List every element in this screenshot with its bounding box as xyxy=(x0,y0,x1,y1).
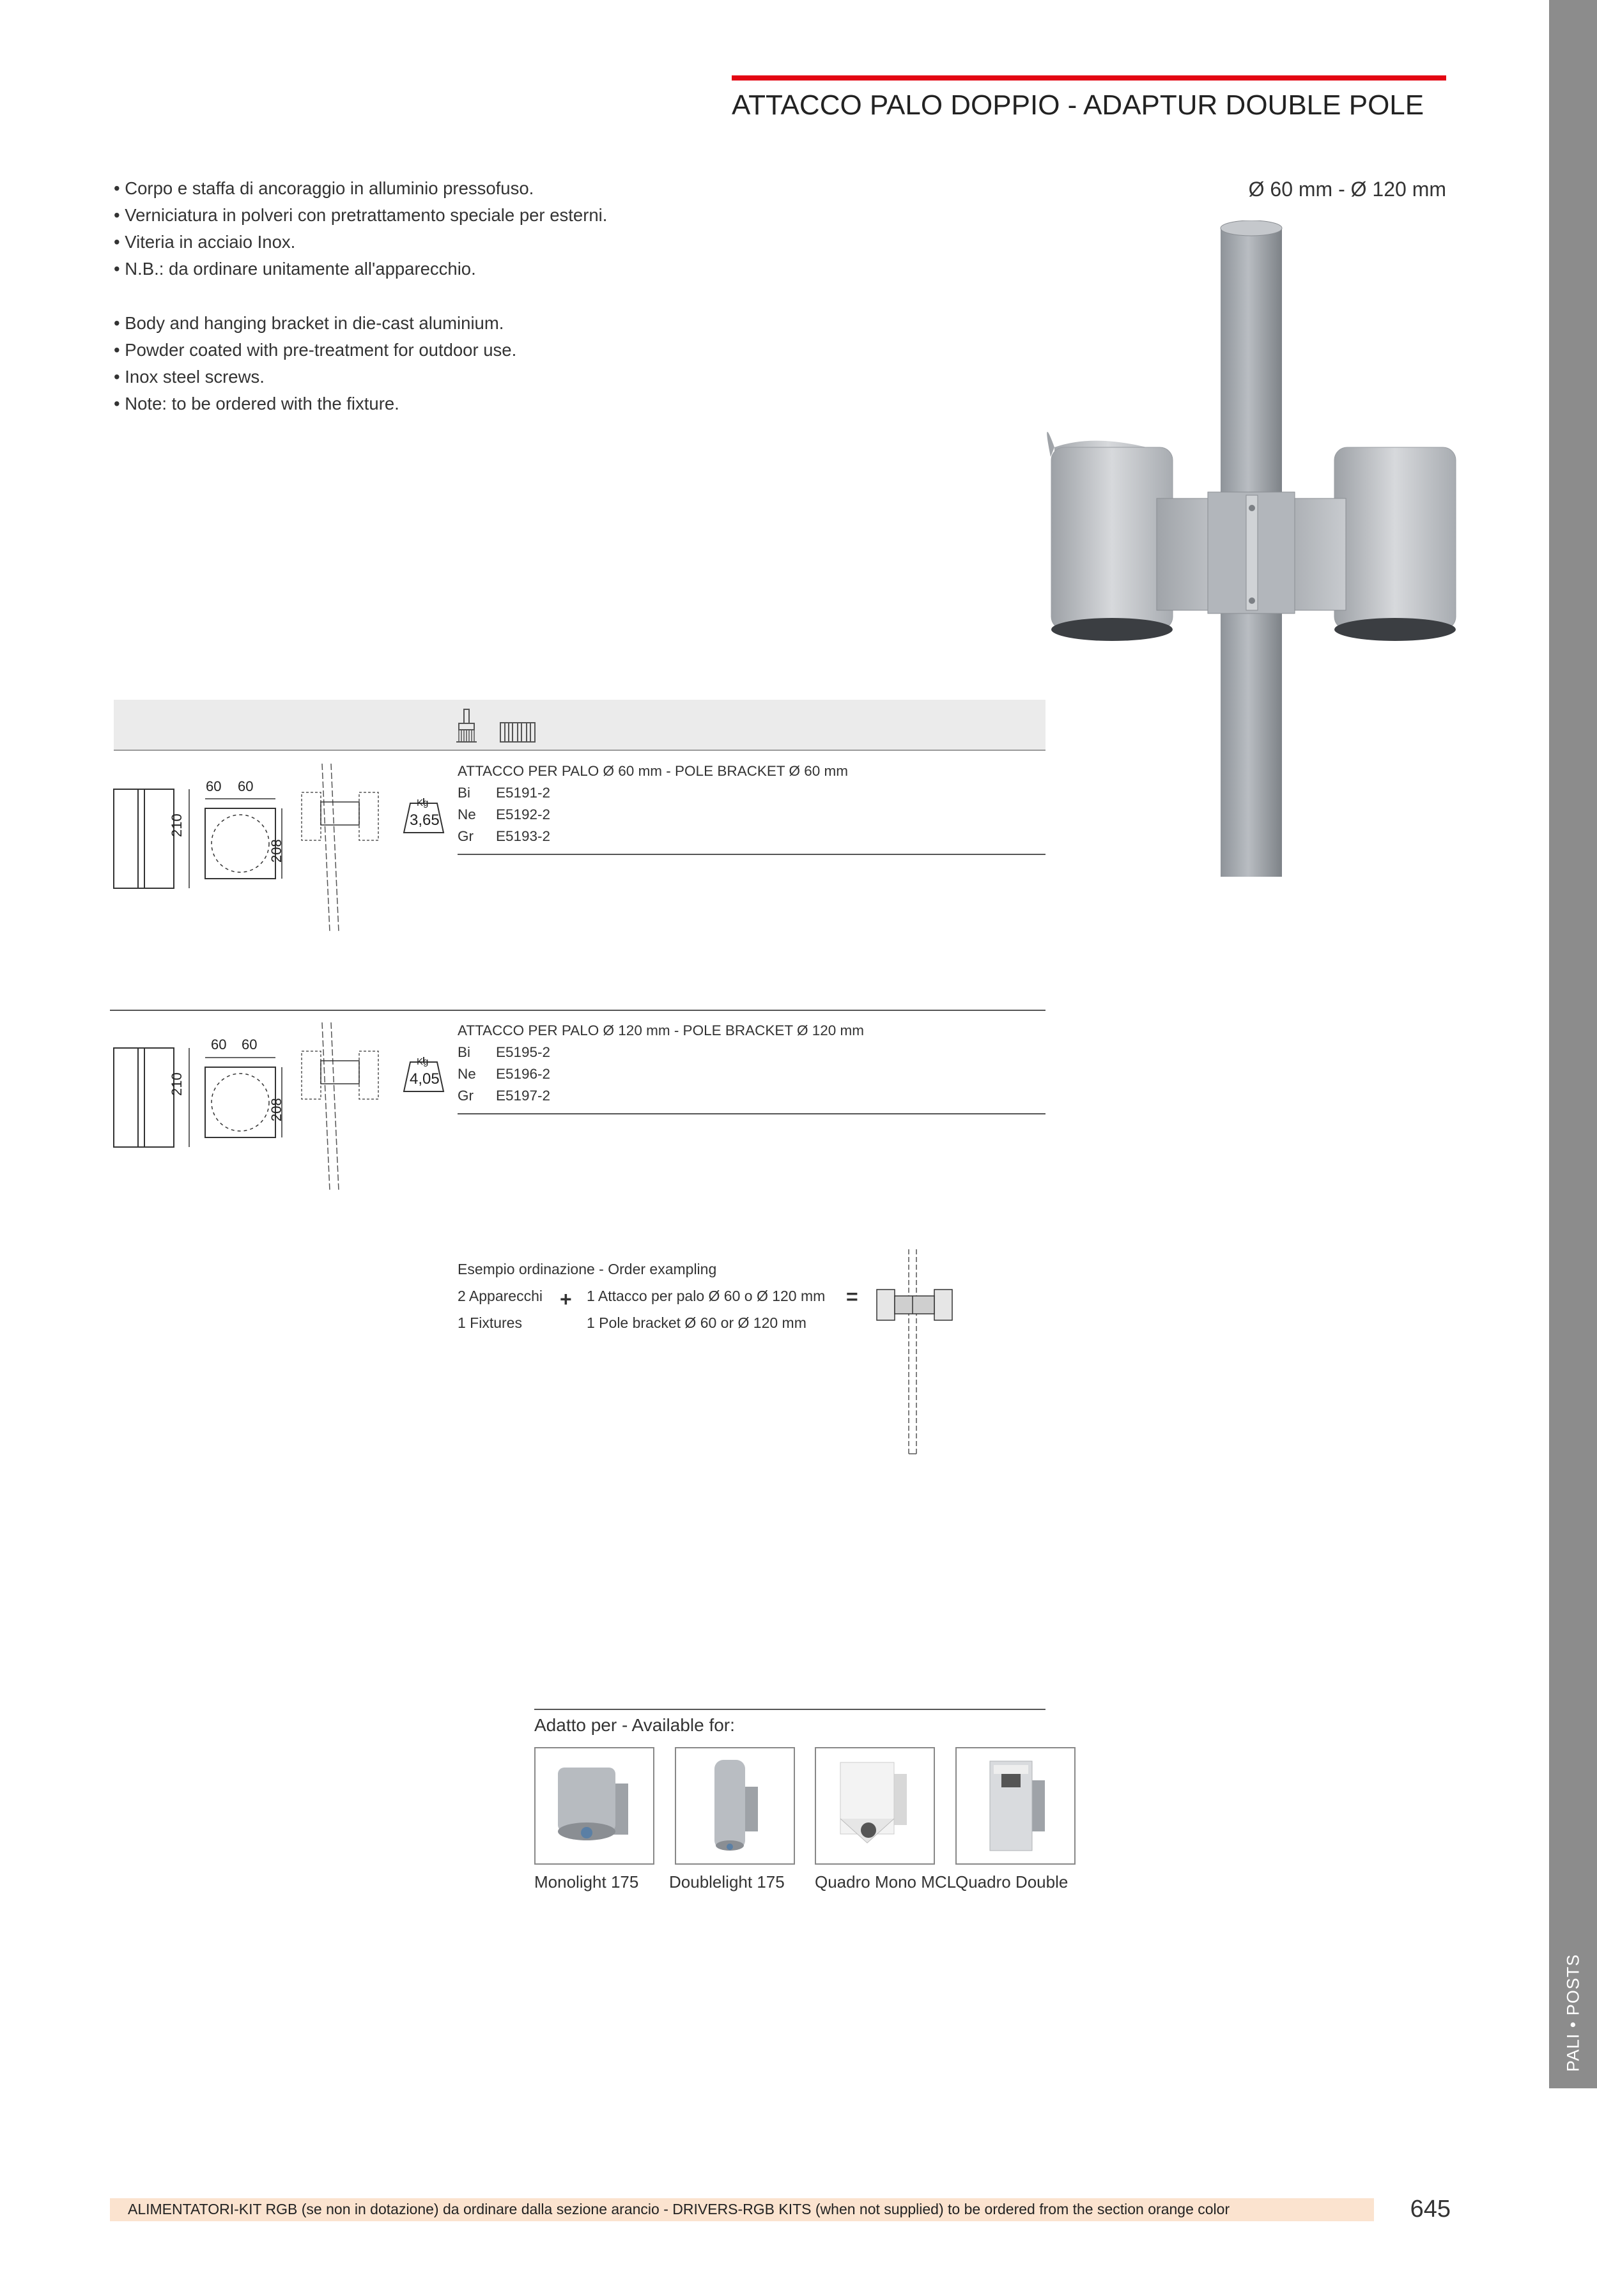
code-row: Ne E5192-2 xyxy=(458,806,551,822)
fixture-image xyxy=(816,1748,934,1863)
order-right-en: 1 Pole bracket Ø 60 or Ø 120 mm xyxy=(587,1314,806,1331)
bullet-item: • Body and hanging bracket in die-cast aluminium. xyxy=(114,310,516,337)
quadro-double-thumbnail[interactable] xyxy=(955,1747,1076,1865)
dimension-width-2: 60 xyxy=(242,1036,258,1052)
bullet-item: • Note: to be ordered with the fixture. xyxy=(114,390,516,417)
monolight-175-thumbnail[interactable] xyxy=(534,1747,654,1865)
fixture-image xyxy=(957,1748,1074,1863)
table-header-band xyxy=(114,700,1045,751)
order-right-it: 1 Attacco per palo Ø 60 o Ø 120 mm xyxy=(587,1288,826,1304)
thumbnail-label: Quadro Double xyxy=(955,1872,1069,1892)
dimension-height-2: 208 xyxy=(268,839,284,863)
product-2-info xyxy=(458,1020,864,1107)
paint-brush-icon xyxy=(455,708,478,744)
side-section-tab xyxy=(1549,0,1597,2088)
dimension-height-1: 210 xyxy=(169,1072,185,1096)
diameter-range: Ø 60 mm - Ø 120 mm xyxy=(1248,178,1446,201)
order-left-en: 1 Fixtures xyxy=(458,1314,522,1331)
side-tab-label xyxy=(1549,1943,1597,2083)
code-row: Ne E5196-2 xyxy=(458,1066,551,1082)
row-divider xyxy=(458,1113,1045,1114)
available-for-rule xyxy=(534,1709,1045,1710)
product-title: ATTACCO PER PALO Ø 60 mm - POLE BRACKET Ø 60 mm xyxy=(458,763,848,779)
dimension-height-1: 210 xyxy=(169,813,185,837)
weight-unit: Kg xyxy=(417,797,429,808)
side-tab-text: PALI • POSTS xyxy=(1563,1953,1582,2072)
equals-sign: = xyxy=(846,1285,858,1308)
code-row: Gr E5193-2 xyxy=(458,828,551,844)
dimension-width-1: 60 xyxy=(211,1036,227,1052)
product-1-info xyxy=(458,760,848,847)
dimension-width-1: 60 xyxy=(206,778,222,794)
order-example-drawing xyxy=(870,1246,960,1457)
bullet-item: • Corpo e staffa di ancoraggio in alluminio pressofuso. xyxy=(114,175,607,202)
dimension-width-2: 60 xyxy=(238,778,254,794)
footer-note: ALIMENTATORI-KIT RGB (se non in dotazione) da ordinare dalla sezione arancio - DRIVERS-RGB KITS (when not supplied) to be ordered from the section orange color xyxy=(128,2201,1230,2217)
thumbnail-label: Doublelight 175 xyxy=(669,1872,785,1892)
page-title: ATTACCO PALO DOPPIO - ADAPTUR DOUBLE POLE xyxy=(732,89,1424,121)
dimension-height-2: 208 xyxy=(268,1098,284,1121)
doublelight-175-thumbnail[interactable] xyxy=(675,1747,795,1865)
available-for-title: Adatto per - Available for: xyxy=(534,1715,735,1735)
description-english xyxy=(114,310,516,417)
row-divider xyxy=(458,854,1045,855)
left-fixture xyxy=(1047,432,1173,641)
bullet-item: • Powder coated with pre-treatment for outdoor use. xyxy=(114,337,516,364)
fixture-image xyxy=(536,1748,653,1863)
title-accent-rule xyxy=(732,75,1446,81)
pattern-icon xyxy=(500,722,536,743)
code-row: Gr E5197-2 xyxy=(458,1088,551,1104)
fixture-image xyxy=(676,1748,794,1863)
thumbnail-label: Monolight 175 xyxy=(534,1872,639,1892)
page-number: 645 xyxy=(1410,2196,1451,2223)
row-divider xyxy=(110,1010,1045,1011)
product-title: ATTACCO PER PALO Ø 120 mm - POLE BRACKET Ø 120 mm xyxy=(458,1022,864,1038)
code-row: Bi E5191-2 xyxy=(458,785,551,801)
bullet-item: • N.B.: da ordinare unitamente all'apparecchio. xyxy=(114,256,607,282)
order-example-title: Esempio ordinazione - Order exampling xyxy=(458,1261,717,1277)
order-left-it: 2 Apparecchi xyxy=(458,1288,543,1304)
bullet-item: • Inox steel screws. xyxy=(114,364,516,390)
bullet-item: • Verniciatura in polveri con pretrattamento speciale per esterni. xyxy=(114,202,607,229)
description-italian xyxy=(114,175,607,282)
quadro-mono-mcl-thumbnail[interactable] xyxy=(815,1747,935,1865)
code-row: Bi E5195-2 xyxy=(458,1044,551,1060)
weight-value: 3,65 xyxy=(410,812,440,829)
weight-unit: Kg xyxy=(417,1056,429,1067)
plus-sign: + xyxy=(560,1288,572,1311)
right-fixture xyxy=(1334,447,1456,641)
double-bracket xyxy=(1157,492,1346,613)
thumbnail-label: Quadro Mono MCL xyxy=(815,1872,957,1892)
weight-value: 4,05 xyxy=(410,1070,440,1088)
product-photo xyxy=(1042,220,1457,879)
bullet-item: • Viteria in acciaio Inox. xyxy=(114,229,607,256)
